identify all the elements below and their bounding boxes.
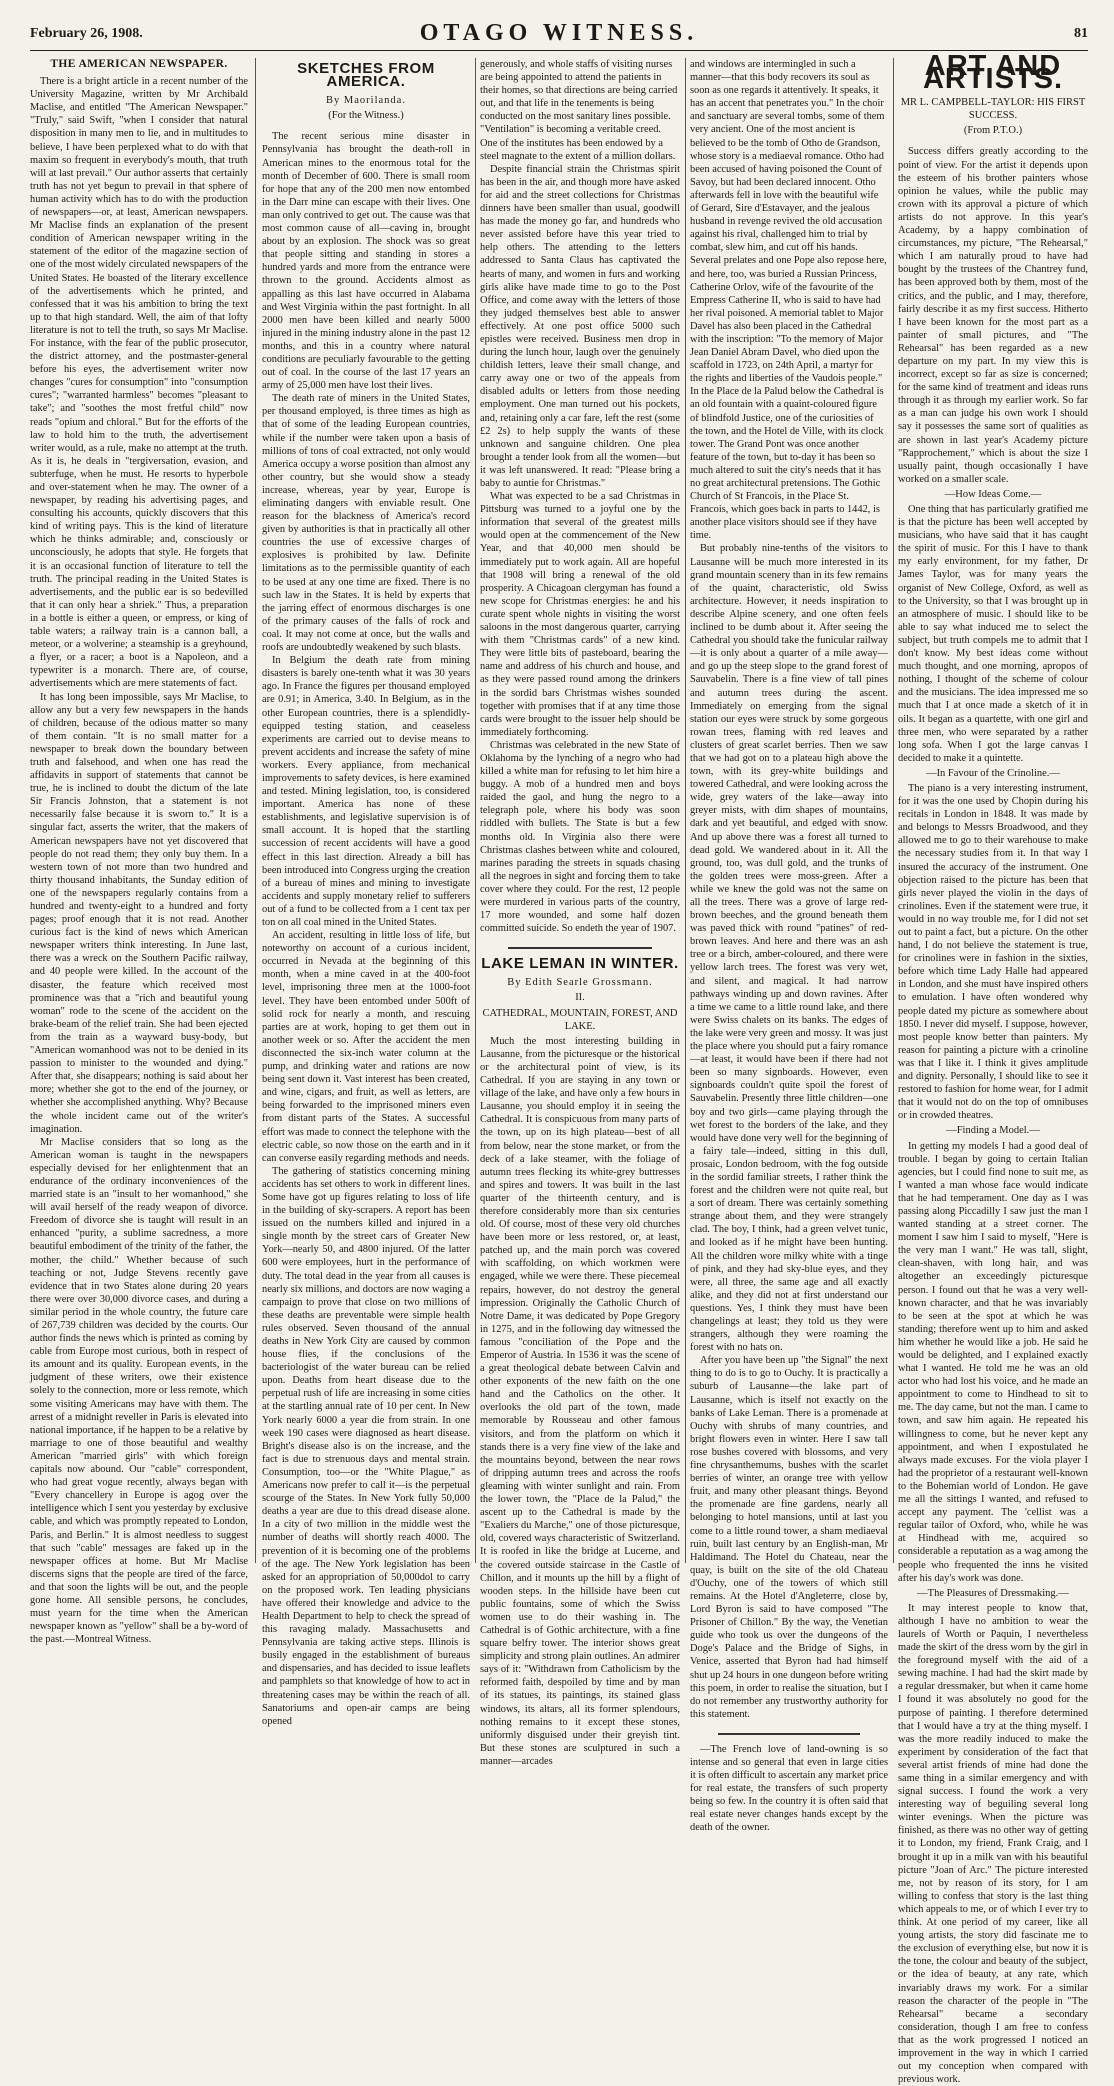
paper-title: OTAGO WITNESS. bbox=[419, 20, 699, 46]
article-paragraph: After you have been up "the Signal" the next thing to do is to go to Ouchy. It is practically a suburb of Lausanne—the lake part of Lausanne, which is itself not exactly on the banks of Lake Leman. There is a promenade at Ouchy with shrubs of many countries, and bright flowers even in winter. Here I saw tall rose bushes covered with blossoms, and very fine chrysanthemums, bushes with the scarlet berries of winter, an orange tree with yellow fruit, and many other pleasant things. Beyond the promenade are fine gardens, nearly all belonging to hotel mansions, until at last you come to a little round tower, a sham mediaeval ruin, built last century by an English-man, Mr Haldimand. The Hotel du Chateau, near the quay, is built on the site of the old Chateau d'Ouchy, one of the towers of which still remains. At the Hotel d'Angleterre, close by, Lord Byron is said to have composed "The Prisoner of Chillon." By the way, the Venetian guide who took us over the dungeons of the Doge's Palace and the Bridge of Sighs, in Venice, asserted that Byron had had himself shut up 24 hours in one dungeon before writing this poem, in order to realise the situation, but I do not remember any trustworthy authority for this statement. bbox=[690, 1355, 888, 1720]
masthead bbox=[30, 20, 1088, 51]
subheading: —How Ideas Come.— bbox=[944, 488, 1042, 500]
article-paragraph: In getting my models I had a good deal of trouble. I began by going to certain Italian agencies, but I could find none to suit me, as I wanted a man whose face would indicate that he had temperament. One day as I was passing along Piccadilly I saw just the man I wanted standing at a street corner. The moment I saw him I said to myself, "Here is the very man I want." He was tall, slight, clean-shaven, with long hair, and was altogether an exceedingly picturesque person. I found out that he was a very well-known character, and that he was invariably to be seen at the spot at which he was standing; therefore went up to him and asked him whether he would like a job. He said he would be delighted, and I explained exactly what I wanted. He told me he was an old actor who had lost his voice, and he made an appointment to come to Hindhead to sit to me. The day came, but not the man. I came to town, and saw him again. He repeated his willingness to come, but he never kept any appointment, and when I expostulated he always made excuses. For the viola player I had the proprietor of a restaurant well-known to the Bohemian world of London. He gave me all the sittings I wanted, and refused to accept any payment. The 'cellist was a regular tailor of Oxford, who, while he was at Hindhead with me, acquired so considerable a reputation as a wag among the people who frequented the inns he visited after his day's work was done. bbox=[898, 1140, 1088, 1584]
subheading: —The Pleasures of Dressmaking.— bbox=[917, 1587, 1069, 1599]
article-paragraph: The gathering of statistics concerning mining accidents has set others to work in different lines. Some have got up figures relating to loss of life in the building of sky-scrapers. A report has been issued on the numbers killed and injured in a single month by the street cars of Greater New York—nearly 50, and 4800 injured. Of the latter 600 were employees, hurt in the performance of duty. The total dead in the year from all causes is nearly six millions, and doctors are now waging a campaign to prove that close on two millions of these deaths are preventable were simple health rules observed. Seven thousand of the annual deaths in New York City are caused by common house flies, if the conclusions of the bacteriologist of the water bureau can be relied upon. Deaths from heart disease due to the perpetual rush of life are increasing in some cities at the startling annual rate of 10 per cent. In New York nearly 6000 a year die from strain. In one week 190 cases were diagnosed as heart disease. Bright's disease also is on the increase, and the fact is due to strenuous days and mental strain. Consumption, too—or the "White Plague," as Americans now prefer to call it—is the perpetual scourge of the States. In New York fully 50,000 deaths a year are due to this dread disease alone. In a city of two million in the middle west the number of deaths will shortly reach 4000. The prevention of it is becoming one of the problems of the age. The New York legislation has been asked for an appropriation of 50,000dol to carry on the proposed work. Ten leading physicians have offered their knowledge and advice to the Health Department to help to check the spread of this ravaging malady. Massachusetts and Pennsylvania are taking active steps. Illinois is busily engaged in the establishment of bureaus and dispensaries, and has decided to issue leaflets and pamphlets so that knowledge of how to act in threatening cases may be within the reach of all. Sanatoriums and open-air camps are being opened bbox=[262, 1165, 470, 1727]
article-note: (For the Witness.) bbox=[328, 110, 404, 122]
column-rule bbox=[685, 58, 686, 1563]
column-sketches-continued-and-lake-leman bbox=[480, 58, 680, 1767]
column-lake-leman-continued bbox=[690, 58, 888, 1834]
article-paragraph: Mr Maclise considers that so long as the American woman is taught in the newspapers especially devised for her enlightenment that an endurance of the ordinary inconveniences of the married state is an "insult to her womanhood," she will avail herself of the ready weapon of divorce. Freedom of divorce she is taught will result in an enhanced "purity, a sublime sacredness, a more beautiful embodiment of the trinity of the father, the mother, the child." Whether because of such teaching or not, Judge Stevens recently gave evidence that in two States alone during 20 years there were over 30,000 divorce cases, and during a similar period in the whole country, the future care of 267,739 children was decided by the courts. Our author finds the news which is printed as coming by cable from Europe most curious, both in respect of its amount and its quality. European events, in the judgment of these writers, owe their existence solely to the connection, more or less remote, which some visiting Americans may have with them. The arrest of a midnight reveller in Paris is elevated into national importance, if he happen to be a relative by marriage to one of those beautiful and wealthy American "married girls" with which foreign capitals now abound. Our "cable" correspondent, who had great vogue recently, always began with "Every chancellery in Europe is agog over the intelligence which I sent you yesterday by exclusive cable, and which was promptly repeated to London, Paris, and Berlin." It is almost needless to suggest that such "cable" messages are faked up in the newspaper offices at home. But Mr Maclise discerns signs that the people are tired of the farce, and that soon the lights will be out, and the people gone home. All sensible persons, he concludes, must yearn for the time when the American newspaper known as "yellow" shall be a by-word of the past.—Montreal Witness. bbox=[30, 1136, 248, 1646]
article-byline: By Edith Searle Grossmann. bbox=[507, 977, 653, 989]
article-paragraph: The piano is a very interesting instrument, for it was the one used by Chopin during his recitals in London in 1848. It was made by and belongs to Messrs Broadwood, and they allowed me to go to their warehouse to make the necessary studies from it. In that way I insured the accuracy of the instrument. One objection raised to the picture has been that girls never played the violin in the days of crinolines. Even if the statement were true, it would in no way trouble me, for I did not set out to paint a fact, but a picture. On the other hand, I do not believe the statement is true, for crinolines were in fashion in the sixties, before which time Lady Halle had appeared in London, and she must have inspired others to emulation. I have often wondered why people dated my picture as somewhere about 1850. I never did myself. I suppose, however, most people know better than painters. My reason for painting a picture with a crinoline was that I like it. I think it gives amplitude and dignity. Personally, I should like to see it restored to fashion for home wear, for I admit that it would not do on the top of omnibuses or in crowded theatres. bbox=[898, 782, 1088, 1122]
section-title: ART AND ARTISTS. bbox=[922, 50, 1064, 96]
column-rule bbox=[255, 58, 256, 1563]
article-byline: By Maorilanda. bbox=[326, 95, 406, 107]
article-paragraph: The death rate of miners in the United States, per thousand employed, is three times as high as that of some of the leading European countries, while if the number were taken upon a basis of millions of tons of coal extracted, not only would America occupy a worse position than almost any other country, but she would show a steady increase, whereas, year by year, Europe is eliminating dangers with enviable result. One reason for the blackness of America's record given by authorities is that in practically all other countries the use of excessive charges of explosives is prohibited by law. Definite limitations as to the permissible quantity of each to be used at any one time are fixed. There is no such law in the States. It is held by experts that the jarring effect of enormous discharges is one of the primary causes of the falls of rock and coal. It may not come at once, but the walls and roofs are undoubtedly weakened by such blasts. bbox=[262, 393, 470, 654]
subheading: —In Favour of the Crinoline.— bbox=[926, 767, 1060, 779]
article-paragraph: There is a bright article in a recent number of the University Magazine, written by Mr Archibald Maclise, and entitled "The American Newspaper." "Truly," said Swift, "when I consider that natural disposition in many men to lie, and in multitudes to believe, I have been perplexed what to do with that maxim so frequent in everybody's mouth, that truth will at last prevail." Our author asserts that certainly truth has not yet begun to prevail in that sphere of human activity which has to do with the production of newspapers—or, at least, American newspapers. Mr Maclise finds an explanation of the present condition of American newspaper writing in the statement of the editor of the magazine section of one of the most widely circulated newspapers of the United States. He boasted of the literary excellence of the advertisements which he printed, and confessed that it was his ambition to bring the text up to that high standard. Well, the aim of that lofty literature is not to tell the truth, so says Mr Maclise. For instance, with the fear of the public prosecutor, the district attorney, and the postmaster-general before his eyes, the advertisement writer now changes "cures for consumption" into "consumption cures"; "warranted harmless" becomes "pleasant to take"; and "soothes the most fretful child" now reads "opium and chloral." But for the efforts of the law to hold him to the truth, the advertisement writer would, as a rule, make no attempt at the truth. As it is, he deals in "tergiversation, evasion, and subterfuge, when he must. He resorts to hyperbole and over-statement when he may. The owner of a newspaper, by reading his advertising pages, and consulting his accounts, quickly discovers that this kind of writing pays. This is the kind of literature which he thinks admirable; and, consciously or unconsciously, he adopts that style. He forgets that it is an occasional function of literature to tell the truth. The principal reading in the United States is advertisements, and the public ear is so bedevilled that it can only hear a shriek." Thus, a preparation in a bottle is either a queen, or empress, or king of table waters; a railway train is a cannon ball, a meteor, or a wolverine; a steamship is a greyhound, a flyer, or a racer; a boot is a Napoleon, and a typewriter is a monarch. There are, of course, advertisements which are mere statements of fact. bbox=[30, 76, 248, 690]
page-number: 81 bbox=[1074, 26, 1088, 41]
section-divider bbox=[508, 947, 652, 949]
article-paragraph: Success differs greatly according to the point of view. For the artist it depends upon the esteem of his brother painters whose opinion he values, while the public may crown with its approval a picture of which artists do not approve. In this year's Academy, by a happy combination of circumstances, my picture, "The Rehearsal," which I am naturally proud to have had bought by the trustees of the Chantrey fund, has been approved both by them, most of the critics, and the public, and I may, therefore, fairly describe it as my first success. Hitherto I have been known for the most part as a painter of small pictures, and "The Rehearsal" has been regarded as a new departure on my part. In my view this is incorrect, except so far as size is concerned; for the same kind of treatment and ideas runs through it as through my earlier work. So far as a man can judge his own work I should say it possesses the same sort of qualities as are shown in last year's Academy picture "Rapprochement," which is about the size I usually paint, though occasionally I have worked on a smaller scale. bbox=[898, 146, 1088, 485]
article-paragraph: generously, and whole staffs of visiting nurses are being appointed to attend the patients in their homes, so that directions are being carried out, and that life in the tenements is being conducted on the most sanitary lines possible. "Ventilation" is becoming a veritable creed. One of the institutes has been endowed by a steel magnate to the extent of a million dollars. bbox=[480, 59, 678, 162]
article-note: (From P.T.O.) bbox=[963, 125, 1023, 137]
column-art-and-artists bbox=[898, 50, 1088, 2086]
article-title: LAKE LEMAN IN WINTER. bbox=[481, 955, 679, 973]
article-paragraph: Despite financial strain the Christmas spirit has been in the air, and though more have asked for aid and the street collections for Christmas dinners have been smaller than usual, goodwill has made the money go far, and hundreds who never assisted before have this year tried to help others. The attending to the letters addressed to Santa Claus has captivated the hearts of many, and women in furs and working girls alike have made time to go to the Post Office, and come away with the letters of those they judged themselves best able to answer effectively. At one post office 5000 such epistles were received. Business men drop in during the lunch hour, laugh over the genuinely childish letters, leave their small change, and carry away one or two of the appeals from disabled adults or letters from those needing employment. One man turned out his pockets, and, retaining only a car fare, left the rest (some £2 2s) to help supply the wants of these unknown and sanguine children. One plea brought a tender look from all the women—but it was left unanswered. It read: "Please bring a baby to auntie for Christmas." bbox=[480, 163, 680, 489]
article-paragraph: Christmas was celebrated in the new State of Oklahoma by the lynching of a negro who had killed a white man for refusing to let him hire a buggy. A mob of a hundred men and boys raided the gaol, and hung the negro to a telegraph pole, where his body was soon riddled with bullets. The State is but a few months old. In Virginia also there were Christmas clashes between white and coloured, marines parading the streets in squads chasing all the negroes in sight and forcing them to take cover where they could. For the rest, 12 people were murdered in various parts of the country, 17 more wounded, and some half dozen committed suicide. So endeth the year of 1907. bbox=[480, 739, 680, 935]
article-paragraph: It has long been impossible, says Mr Maclise, to allow any but a very few newspapers in the hands of children, because of the odious matter so many of them contain. "It is no small matter for a newspaper to break down the boundary between truth and falsehood, and when one has read the affidavits in support of statements that cannot be true, he is inclined to doubt the dictum of the late Sir Francis Johnston, that a statement is not necessarily false because it is sworn to." It is a singular fact, asserts the writer, that the makers of American newspapers have not yet discovered that people do not read them; they only buy them. In a western town of not more than two hundred and thirty thousand inhabitants, the Sunday edition of one of the newspapers regularly contains from a hundred and twenty-eight to a hundred and forty pages; proof enough that it is not read. Another curious fact is the kind of news which American newspaper writers think interesting. In June last, there was a wreck on the Southern Pacific railway, and 40 people were killed. In the account of the disaster, the feature which received most prominence was that a "rich and beautiful young woman" rode to the scene of the accident on the brake-beam of the relief train. She had been ejected from the train as a wayward busy-body, but "American womanhood was not to be denied in its passion to minister to the wounded and dying." After that, she disappears; nothing is said about her more; whether she got to the end of the journey, or whether she accomplished anything. Why? Because the whole incident came out of the writer's imagination. bbox=[30, 691, 248, 1135]
article-paragraph: —The French love of land-owning is so intense and so general that even in large cities it is often difficult to ascertain any market price for real estate, the transfers of such property being so few. In the country it is often said that real estate never changes hands except by the death of the owner. bbox=[690, 1743, 888, 1834]
article-paragraph: What was expected to be a sad Christmas in Pittsburg was turned to a joyful one by the information that several of the greatest mills would open at the commencement of the New Year, and that 40,000 men should be immediately put to work again. All are hopeful that 1908 will bring a renewal of the old prosperity. A Chicagoan clergyman has found a new scope for Christmas energies: he and his curate spent whole nights in visiting the worst saloons in the most dangerous quarter, carrying with them "Christmas cards" of a new kind. They were little bits of pasteboard, bearing the name and address of his church and house, and as they were passed round among the drinkers in the sordid bars Christmas wishes sounded together with promises that if at any time those cards were brought to the issuer help should be immediately forthcoming. bbox=[480, 491, 680, 738]
article-paragraph: An accident, resulting in little loss of life, but noteworthy on account of a curious incident, occurred in Nevada at the beginning of this month, when a mine caved in at the 400-foot level, imprisoning three men at the 1000-foot level. They have been entombed under 500ft of solid rock for nearly a month, and rescuing parties are at work, hoping to get them out in another week or so. After the accident the men disconnected the six-inch water column at the pump, and drinking water and rations are now being sent down it. Vast interest has been created, and wine, cigars, and fruit, as well as letters, are being forwarded to the imprisoned miners even from distant parts of the States. A successful effort was made to connect the telephone with the electric cable, so now those on the earth and in it can converse easily regarding methods and needs. bbox=[262, 930, 470, 1164]
article-part-numeral: II. bbox=[575, 992, 585, 1004]
article-paragraph: But probably nine-tenths of the visitors to Lausanne will be much more interested in its grand mountain scenery than in its few remains of the quaint, characteristic, old Swiss architecture. However, it needs inspiration to describe Alpine scenery, and one often feels inclined to be dumb about it. After seeing the Cathedral you should take the funicular railway—it is only about a quarter of a mile away—and go up the steep slope to the grand forest of Sauvabelin. There is a fine view of tall pines and autumn trees during the ascent. Immediately on emerging from the signal station our eyes were struck by some gorgeous rowan trees, flaming with red leaves and clusters of great scarlet berries. Then we saw that we had got on to a plateau high above the town, with its grey-white buildings and towered Cathedral, and were looking across the wide, grey waters of the lake—away into greyer mists, with dim shapes of mountains, dark and yet beautiful, and edged with snow. And up above there was a forest all turned to dead gold. We wandered about in it. All the ground, too, was dull gold, and the trunks of the golden trees were moss-green. After a while we knew the gold was not the same on all the trees. There was a grove of large red-brown beeches, and the ground beneath them was paved thick with round "patines" of red-brown leaves. And here and there was an ash tree or a birch, amber-coloured, and there were yellow larch trees. The forest was very wet, and silent, and magical. It had narrow pathways winding up and down ravines. After a time we came to a little round lake, and there were Swiss chalets on its banks. The edges of the lake were very green and mossy. It was just the place where you should put a fairy romance—at least, it would have been if there had not been so many signboards. However, even signboards couldn't quite spoil the forest of Sauvabelin. Presently three little children—one boy and two girls—came playing through the wet forest to the borders of the lake, and they would have done very well for the beginning of a fairy tale—indeed, sitting in this dull, prosaic, London bedroom, with the fog outside in the sordid familiar streets, I rather think the forest and the children were not quite real, but a sort of dream. There was certainly something strange about them, and they were strangely clad. The boy, I think, had a green velvet tunic, and looked as if he might have been hunting. All the children wore milky white with a tinge of pink, and they had sky-blue eyes, and they were, all three, the same age and all exactly alike, and they did not at first understand our questions. Yes, I think they must have been changelings at least; they told us they were strangers, although they were roaming the forest with no hats on. bbox=[690, 543, 888, 1354]
article-paragraph: The recent serious mine disaster in Pennsylvania has brought the death-roll in American mines to the enormous total for the month of December of 600. There is small room for hope that any of the 200 men now entombed in the Darr mine can escape with their lives. One man only contrived to get out. The cause was that most common cause of all—caving in, brought about by an explosion. The shock was so great that people sitting and standing in stores a hundred yards and more from the entrance were thrown to the ground. Accidents almost as appalling as this last have occurred in Alabama and West Virginia within the past fortnight. In all 2000 men have been killed and nearly 5000 injured in the mining industry alone in the past 12 months, and this in a country where natural conditions are peculiarly favourable to the getting out of coal. In the course of the last 17 years an army of 25,000 men have lost their lives. bbox=[262, 131, 470, 392]
column-american-newspaper bbox=[30, 58, 248, 1646]
column-rule bbox=[893, 58, 894, 1563]
column-rule bbox=[475, 58, 476, 1563]
article-title: SKETCHES FROM AMERICA. bbox=[297, 60, 435, 91]
section-divider bbox=[718, 1733, 860, 1735]
article-paragraph: and windows are intermingled in such a manner—that this body recovers its soul as soon as one regards it attentively. It speaks, it has an accent that penetrates you." In the choir and sanctuary are several tombs, some of them very ancient. One of the most ancient is believed to be the tomb of Otho de Grandson, whose story is a mediaeval romance. Otho had been accused of having poisoned the Count of Savoy, but had been declared innocent. Otho afterwards fell in love with the beautiful wife of Gerard, Sire d'Estavayer, and the jealous husband in revenge revived the old accusation against his rival, challenged him to trial by combat, slew him, and cut off his hands. Several prelates and one Pope also repose here, and here, too, was buried a Russian Princess, Catherine Orlov, wife of the favourite of the Empress Catherine II, who is said to have had her rival poisoned. A memorial tablet to Major Davel has also been placed in the Cathedral with the inscription: "To the memory of Major Jean Daniel Abram Davel, who died upon the scaffold in 1723, on 24th April, a martyr for the rights and liberties of the Vaudois people." In the Place de la Palud below the Cathedral is an old fountain with a quaint-coloured figure of blindfold Justice, one of the curiosities of the town, and the Hotel de Ville, with its clock tower. The Grand Pont was once another feature of the town, but to-day it has been so much altered to suit the city's needs that it has no great architectural pretensions. The Gothic Church of St Francois, in the Place St. Francois, which goes back in parts to 1442, is another place visitors should see if they have time. bbox=[690, 59, 887, 542]
article-title: THE AMERICAN NEWSPAPER. bbox=[50, 58, 228, 70]
article-subtitle: CATHEDRAL, MOUNTAIN, FOREST, AND LAKE. bbox=[482, 1007, 678, 1032]
article-paragraph: In Belgium the death rate from mining disasters is barely one-tenth what it was 30 years ago. In France the figures per thousand employed are 0.91; in America, 3.40. In Belgium, as in the other European countries, there is a splendidly-equipped testing station, and ceaseless experiments are carried out to devise means to prevent accidents and increase the safety of mine workers. Every appliance, from mechanical improvements to safety devices, is here examined and tested. Mining legislation, too, is considered important. America has none of these establishments, and legislative supervision is of small account. It is hoped that the startling succession of recent accidents will have a good effect in this last direction. Already a bill has been introduced into Congress urging the creation of a bureau of mines and mining to investigate accidents and supply monetary relief to sufferers out of a fund to be collected from a 1 cent tax per ton on all coal mined in the United States. bbox=[262, 655, 470, 928]
article-paragraph: One thing that has particularly gratified me is that the picture has been well accepted by musicians, who have said that it has caught the spirit of music. For this I have to thank my early environment, for my father, Dr James Taylor, was for many years the organist of New College, Oxford, as well as to the University, so that I was brought up in an atmosphere of music. I should like to be able to say what induced me to select the subject, but truth compels me to admit that I don't know. My best ideas come without much thought, and one morning, apropos of nothing, I thought of the scheme of colour and the musicians. The idea impressed me so much that I at once made a sketch of it in oils. It began as a quartette, with one girl and three men, who were separated by a rather long sofa. When I got the large canvas I decided to make it a quintette. bbox=[898, 504, 1088, 764]
subheading: —Finding a Model.— bbox=[946, 1125, 1040, 1137]
column-sketches-from-america bbox=[262, 58, 470, 1727]
issue-date: February 26, 1908. bbox=[30, 26, 143, 41]
article-paragraph: It may interest people to know that, although I have no ambition to wear the laurels of Worth or Paquin, I nevertheless made the skirt of the dress worn by the girl in the foreground myself with the aid of a sewing machine. I had had the skirt made by a regular dressmaker, but when it came home I found it was absolutely no good for the purpose of painting. I therefore determined that I would have a try at the thing myself. I was the more readily induced to make the experiment by consideration of the fact that several artist friends of mine had done the same thing in a similar emergency and with signal success. I found the work a very interesting way of beguiling several long winter evenings. When the picture was finished, as there was no other way of getting it to London, my friend, Frank Craig, and I brought it up in a milk van with his beautiful picture "Joan of Arc." The picture interested me, not by reason of its story, for I am willing to confess that story is the last thing which appeals to me, or of which I ever try to think. At one period of my career, like all young artists, the story did fascinate me to the exclusion of everything else, but now it is the tone, the colour and beauty of the subject, or the idea of beauty, at any rate, which invariably draws my work. For a similar reason the character of the people in "The Rehearsal" became a secondary consideration, though I am free to confess that as the work progressed I noticed an improvement in the way in which I carried out my conception when compared with previous work. bbox=[898, 1602, 1088, 2086]
article-subtitle: MR L. CAMPBELL-TAYLOR: HIS FIRST SUCCESS. bbox=[900, 97, 1086, 122]
article-paragraph: Much the most interesting building in Lausanne, from the picturesque or the historical or the architectural point of view, is its Cathedral. If you are staying in any town or village of the lake, and have only a few hours in Lausanne, you should employ it in seeing the Cathedral. It is conspicuous from many parts of the town, up on its high plateau—best of all from below, near the stone market, or from the deck of a lake steamer, with the foliage of autumn trees flecking its white-grey buttresses and spires and towers. It was built in the last quarter of the thirteenth century, and is therefore considerably more than six centuries old. Of course, most of these very old churches have been more or less restored, or, at least, patched up, and the main porch was covered with scaffolding, on which workmen were engaged, while we were there. These piecemeal repairs, however, do not destroy the general impression. Originally the Catholic Church of Notre Dame, it was dedicated by Pope Gregory in 1275, and in the following day witnessed the famous "conciliation of the Pope and the Emperor of Austria. In 1536 it was the scene of a great theological debate between Calvin and other exponents of the new faith on the one hand and the Catholics on the other. It overlooks the old part of the town, made memorable by Rousseau and other famous visitors, and from the platform on which it stands there is a very fine view of the lake and the mountains beyond, between the near rows of dripping autumn trees and across the roofs gleaming with winter sunlight and rain. From the lower town, the "Place de la Palud," the ascent up to the Cathedral is made by the "Exaliers du Marche," one of those picturesque, old, covered ways characteristic of Switzerland. It is roofed in like the bridge at Lucerne, and the covered outside staircase in the Castle of Chillon, and it mounts up the hill by a flight of wooden steps. In the hillside have been cut public fountains, some of which the Swiss women use to do their washing in. The Cathedral is of Gothic architecture, with a fine square belfry tower. The interior shows great simplicity and strong plain outlines. An admirer says of it: "Withdrawn from Catholicism by the reformed faith, despoiled by time and by man of its statues, its paintings, its stained glass windows, its altars, all its former splendours, nothing remains to it except these stones, uniformly disguised under their greyish tint. But these stones are sculptured in such a manner—arcades bbox=[480, 1035, 680, 1767]
